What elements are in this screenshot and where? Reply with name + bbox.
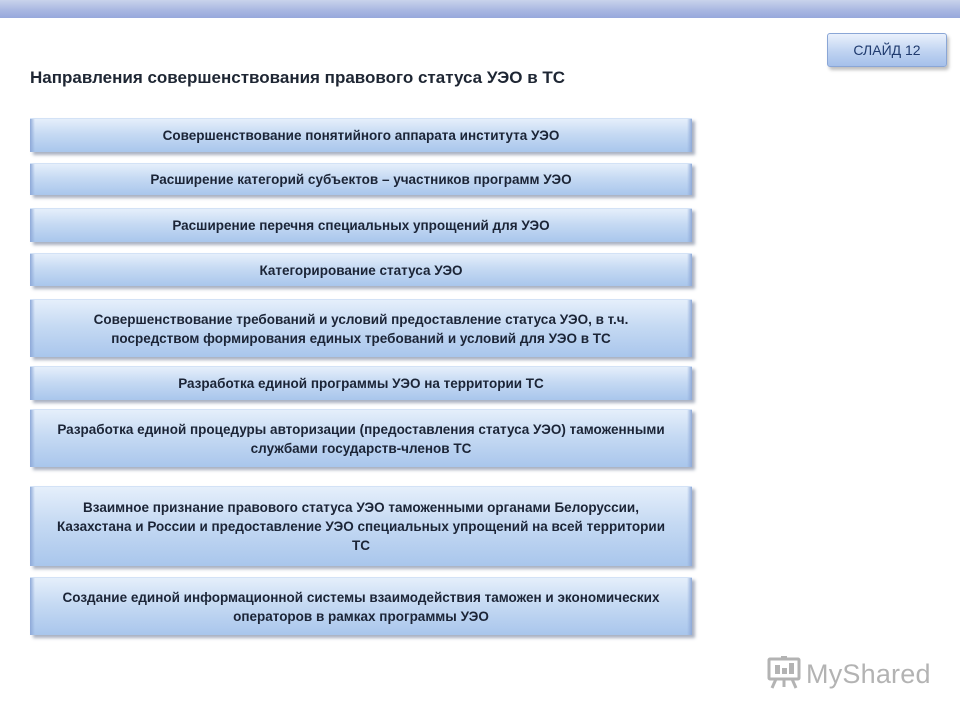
- slide-number-badge: СЛАЙД 12: [827, 33, 947, 67]
- watermark-text: MyShared: [806, 658, 931, 689]
- page-title: Направления совершенствования правового статуса УЭО в ТС: [30, 68, 566, 87]
- direction-item-4: Категорирование статуса УЭО: [30, 253, 692, 286]
- direction-item-3: Расширение перечня специальных упрощений для УЭО: [30, 208, 692, 242]
- direction-item-7: Разработка единой процедуры авторизации (предоставления статуса УЭО) таможенными службами государств-членов ТС: [30, 409, 692, 467]
- projector-screen-icon: [766, 654, 802, 695]
- watermark-logo: [766, 654, 931, 694]
- top-decor-bar: [0, 0, 960, 18]
- direction-item-6: Разработка единой программы УЭО на территории ТС: [30, 366, 692, 400]
- direction-item-9: Создание единой информационной системы взаимодействия таможен и экономических операторов в рамках программы УЭО: [30, 577, 692, 635]
- direction-item-2: Расширение категорий субъектов – участников программ УЭО: [30, 163, 692, 195]
- direction-item-1: Совершенствование понятийного аппарата института УЭО: [30, 118, 692, 152]
- direction-item-8: Взаимное признание правового статуса УЭО таможенными органами Белоруссии, Казахстана и России и предоставление УЭО специальных упрощений на всей территории ТС: [30, 486, 692, 566]
- direction-item-5: Совершенствование требований и условий предоставление статуса УЭО, в т.ч. посредством формирования единых требований и условий для УЭО в ТС: [30, 299, 692, 357]
